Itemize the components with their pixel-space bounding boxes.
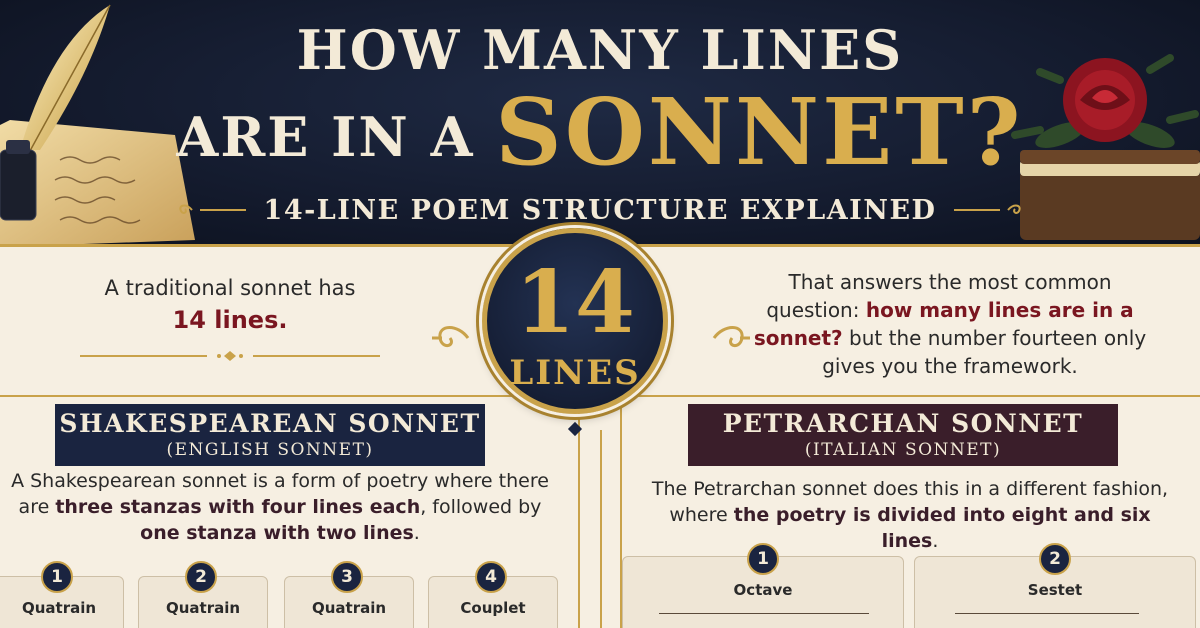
- stanza-label: Couplet: [460, 599, 526, 617]
- stanza-label: Sestet: [1027, 581, 1083, 599]
- intro-left-text: [60, 272, 400, 336]
- petrarchan-description: [640, 476, 1180, 554]
- desc-text: , followed by: [420, 496, 542, 518]
- intro-left-divider: [80, 350, 380, 362]
- desc-text: .: [413, 522, 420, 544]
- stanza-number: 1: [41, 561, 73, 593]
- intro-right-text: [745, 268, 1155, 380]
- title-line-1: HOW MANY LINES: [296, 18, 904, 82]
- header-banner: [0, 0, 1200, 247]
- stanza-card-3: [284, 567, 414, 628]
- badge-word: LINES: [509, 353, 641, 393]
- fourteen-lines-badge: [482, 228, 668, 414]
- title-line-2-prefix: ARE IN A: [176, 105, 475, 169]
- scroll-ornament-icon: [428, 320, 472, 356]
- stanza-label: Quatrain: [21, 599, 97, 617]
- title-emphasis: SONNET?: [495, 78, 1024, 186]
- stanza-label: Quatrain: [165, 599, 241, 617]
- stanza-card-4: [428, 567, 558, 628]
- intro-right-after: but the number fourteen only gives you the framework.: [822, 326, 1147, 378]
- flourish-left: [176, 201, 246, 219]
- line-placeholder: [659, 613, 869, 614]
- flourish-right: [954, 201, 1024, 219]
- badge-number: 14: [515, 252, 635, 353]
- stanza-label: Quatrain: [311, 599, 387, 617]
- stanza-number: 4: [475, 561, 507, 593]
- shakespearean-title: SHAKESPEAREAN SONNET: [59, 409, 481, 438]
- desc-text: A Shakespearean sonnet is a form of poetry where there are: [11, 470, 549, 518]
- desc-bold: the poetry is divided into eight and six lines: [733, 504, 1151, 552]
- stanza-label: Octave: [733, 581, 793, 599]
- petrarchan-title: PETRARCHAN SONNET: [722, 409, 1084, 438]
- octave-card: [622, 549, 904, 628]
- stanza-number: 1: [747, 543, 779, 575]
- scroll-ornament-icon: [176, 201, 194, 219]
- stanza-number: 3: [331, 561, 363, 593]
- stanza-number: 2: [185, 561, 217, 593]
- petrarchan-subtitle: (ITALIAN SONNET): [804, 440, 1002, 460]
- desc-text: The Petrarchan sonnet does this in a different fashion, where: [651, 478, 1169, 526]
- subtitle: 14-LINE POEM STRUCTURE EXPLAINED: [263, 194, 937, 226]
- subtitle-row: [0, 190, 1200, 230]
- intro-left-highlight: 14 lines.: [172, 306, 288, 334]
- shakespearean-banner: [55, 404, 485, 466]
- intro-right-before: That answers the most common question:: [766, 270, 1112, 322]
- stanza-card-2: [138, 567, 268, 628]
- stanza-card-1: [0, 567, 124, 628]
- shakespearean-description: [10, 468, 550, 546]
- sestet-card: [914, 549, 1196, 628]
- diamond-ornament-icon: [213, 350, 247, 362]
- petrarchan-banner: [688, 404, 1118, 466]
- intro-left-line: A traditional sonnet has: [104, 276, 356, 300]
- desc-text: .: [932, 530, 939, 552]
- scroll-ornament-icon: [1006, 201, 1024, 219]
- desc-bold: three stanzas with four lines each: [55, 496, 421, 518]
- intro-right-highlight: how many lines are in a sonnet?: [753, 298, 1134, 350]
- column-divider: [600, 430, 602, 628]
- stanza-number: 2: [1039, 543, 1071, 575]
- shakespearean-subtitle: (ENGLISH SONNET): [166, 440, 374, 460]
- title-line-2: [0, 78, 1200, 186]
- line-placeholder: [955, 613, 1139, 614]
- desc-bold: one stanza with two lines: [140, 522, 414, 544]
